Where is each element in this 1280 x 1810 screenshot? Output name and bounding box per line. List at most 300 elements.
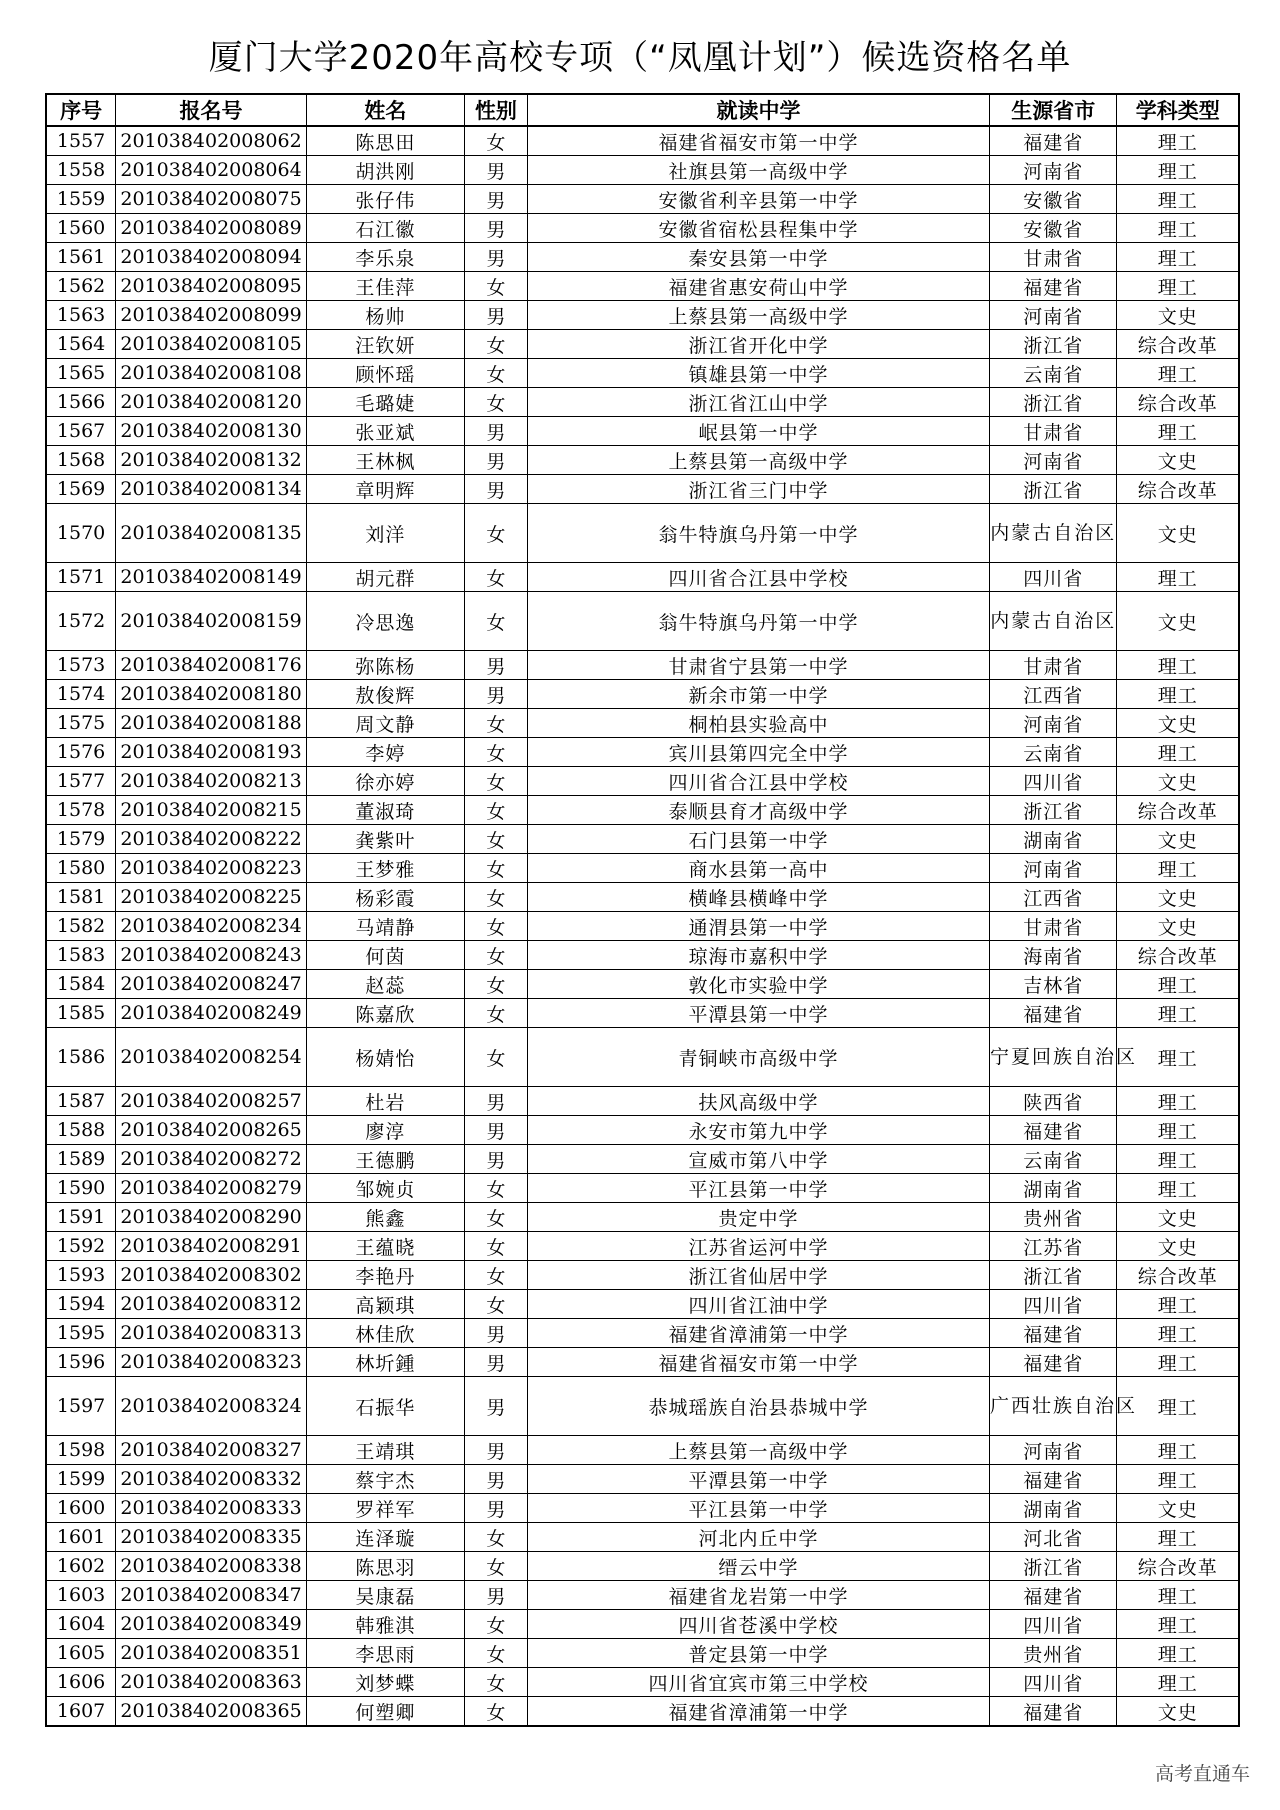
province-cell: 河南省 xyxy=(989,156,1116,185)
subject-cell: 理工 xyxy=(1117,1290,1239,1319)
seq-cell: 1570 xyxy=(46,504,116,563)
name-cell: 邹婉贞 xyxy=(306,1174,464,1203)
gender-cell: 男 xyxy=(464,1319,527,1348)
seq-cell: 1564 xyxy=(46,330,116,359)
table-row xyxy=(46,1116,1239,1145)
name-cell: 林圻鍾 xyxy=(306,1348,464,1377)
province-cell: 云南省 xyxy=(989,359,1116,388)
name-cell: 陈思羽 xyxy=(306,1552,464,1581)
reg-no-cell: 201038402008132 xyxy=(116,446,307,475)
school-cell: 商水县第一高中 xyxy=(528,854,990,883)
province-cell: 安徽省 xyxy=(989,185,1116,214)
reg-no-cell: 201038402008257 xyxy=(116,1087,307,1116)
subject-cell: 文史 xyxy=(1117,1494,1239,1523)
reg-no-cell: 201038402008134 xyxy=(116,475,307,504)
name-cell: 李乐泉 xyxy=(306,243,464,272)
name-cell: 刘梦蝶 xyxy=(306,1668,464,1697)
table-row xyxy=(46,446,1239,475)
gender-cell: 女 xyxy=(464,1639,527,1668)
subject-cell: 理工 xyxy=(1117,1145,1239,1174)
gender-cell: 女 xyxy=(464,592,527,651)
seq-cell: 1591 xyxy=(46,1203,116,1232)
reg-no-cell: 201038402008213 xyxy=(116,767,307,796)
table-row xyxy=(46,1523,1239,1552)
school-cell: 福建省惠安荷山中学 xyxy=(528,272,990,301)
school-cell: 桐柏县实验高中 xyxy=(528,709,990,738)
name-cell: 王蕴晓 xyxy=(306,1232,464,1261)
school-cell: 扶风高级中学 xyxy=(528,1087,990,1116)
gender-cell: 男 xyxy=(464,1087,527,1116)
seq-cell: 1604 xyxy=(46,1610,116,1639)
school-cell: 平潭县第一中学 xyxy=(528,1465,990,1494)
reg-no-cell: 201038402008347 xyxy=(116,1581,307,1610)
subject-cell: 理工 xyxy=(1117,126,1239,156)
school-cell: 琼海市嘉积中学 xyxy=(528,941,990,970)
name-cell: 张亚斌 xyxy=(306,417,464,446)
table-row xyxy=(46,796,1239,825)
table-row xyxy=(46,243,1239,272)
school-cell: 通渭县第一中学 xyxy=(528,912,990,941)
subject-cell: 综合改革 xyxy=(1117,388,1239,417)
gender-cell: 女 xyxy=(464,504,527,563)
name-cell: 王林枫 xyxy=(306,446,464,475)
reg-no-cell: 201038402008176 xyxy=(116,651,307,680)
school-cell: 平江县第一中学 xyxy=(528,1494,990,1523)
province-cell: 福建省 xyxy=(989,999,1116,1028)
name-cell: 李婷 xyxy=(306,738,464,767)
seq-cell: 1590 xyxy=(46,1174,116,1203)
name-cell: 何塑卿 xyxy=(306,1697,464,1727)
seq-cell: 1558 xyxy=(46,156,116,185)
reg-no-cell: 201038402008243 xyxy=(116,941,307,970)
page-title: 厦门大学2020年高校专项（“凤凰计划”）候选资格名单 xyxy=(208,38,1072,78)
school-cell: 秦安县第一中学 xyxy=(528,243,990,272)
province-cell: 浙江省 xyxy=(989,475,1116,504)
gender-cell: 男 xyxy=(464,1436,527,1465)
table-row xyxy=(46,1232,1239,1261)
reg-no-cell: 201038402008249 xyxy=(116,999,307,1028)
reg-no-cell: 201038402008095 xyxy=(116,272,307,301)
gender-cell: 男 xyxy=(464,1581,527,1610)
table-row xyxy=(46,825,1239,854)
gender-cell: 女 xyxy=(464,1028,527,1087)
school-cell: 泰顺县育才高级中学 xyxy=(528,796,990,825)
gender-cell: 男 xyxy=(464,156,527,185)
school-cell: 福建省龙岩第一中学 xyxy=(528,1581,990,1610)
province-cell: 甘肃省 xyxy=(989,243,1116,272)
subject-cell: 理工 xyxy=(1117,1087,1239,1116)
name-cell: 陈嘉欣 xyxy=(306,999,464,1028)
seq-cell: 1593 xyxy=(46,1261,116,1290)
subject-cell: 综合改革 xyxy=(1117,330,1239,359)
reg-no-cell: 201038402008094 xyxy=(116,243,307,272)
reg-no-cell: 201038402008180 xyxy=(116,680,307,709)
name-cell: 徐亦婷 xyxy=(306,767,464,796)
seq-cell: 1597 xyxy=(46,1377,116,1436)
province-cell: 湖南省 xyxy=(989,825,1116,854)
reg-no-cell: 201038402008332 xyxy=(116,1465,307,1494)
table-row xyxy=(46,475,1239,504)
name-cell: 罗祥军 xyxy=(306,1494,464,1523)
name-cell: 顾怀瑶 xyxy=(306,359,464,388)
table-row xyxy=(46,1174,1239,1203)
school-cell: 永安市第九中学 xyxy=(528,1116,990,1145)
table-row xyxy=(46,883,1239,912)
seq-cell: 1578 xyxy=(46,796,116,825)
province-cell: 河南省 xyxy=(989,1436,1116,1465)
seq-cell: 1607 xyxy=(46,1697,116,1727)
subject-cell: 理工 xyxy=(1117,1523,1239,1552)
reg-no-cell: 201038402008333 xyxy=(116,1494,307,1523)
school-cell: 浙江省开化中学 xyxy=(528,330,990,359)
name-cell: 胡元群 xyxy=(306,563,464,592)
name-cell: 杨帅 xyxy=(306,301,464,330)
reg-no-cell: 201038402008272 xyxy=(116,1145,307,1174)
seq-cell: 1561 xyxy=(46,243,116,272)
name-cell: 王佳萍 xyxy=(306,272,464,301)
subject-cell: 理工 xyxy=(1117,1377,1239,1436)
seq-cell: 1584 xyxy=(46,970,116,999)
gender-cell: 女 xyxy=(464,970,527,999)
table-row xyxy=(46,272,1239,301)
table-row xyxy=(46,1319,1239,1348)
subject-cell: 文史 xyxy=(1117,301,1239,330)
seq-cell: 1581 xyxy=(46,883,116,912)
gender-cell: 男 xyxy=(464,1494,527,1523)
gender-cell: 男 xyxy=(464,417,527,446)
province-cell: 福建省 xyxy=(989,1581,1116,1610)
subject-cell: 理工 xyxy=(1117,185,1239,214)
subject-cell: 文史 xyxy=(1117,709,1239,738)
seq-cell: 1595 xyxy=(46,1319,116,1348)
school-cell: 翁牛特旗乌丹第一中学 xyxy=(528,504,990,563)
school-cell: 宣威市第八中学 xyxy=(528,1145,990,1174)
subject-cell: 理工 xyxy=(1117,999,1239,1028)
reg-no-cell: 201038402008291 xyxy=(116,1232,307,1261)
table-row xyxy=(46,1203,1239,1232)
seq-cell: 1567 xyxy=(46,417,116,446)
gender-cell: 男 xyxy=(464,1348,527,1377)
name-cell: 熊鑫 xyxy=(306,1203,464,1232)
reg-no-cell: 201038402008324 xyxy=(116,1377,307,1436)
subject-cell: 理工 xyxy=(1117,1639,1239,1668)
table-row xyxy=(46,563,1239,592)
table-row xyxy=(46,504,1239,563)
table-row xyxy=(46,1465,1239,1494)
subject-cell: 理工 xyxy=(1117,680,1239,709)
seq-cell: 1562 xyxy=(46,272,116,301)
name-cell: 石江徽 xyxy=(306,214,464,243)
subject-cell: 理工 xyxy=(1117,1581,1239,1610)
province-cell: 福建省 xyxy=(989,126,1116,156)
seq-cell: 1557 xyxy=(46,126,116,156)
table-row xyxy=(46,1290,1239,1319)
seq-cell: 1572 xyxy=(46,592,116,651)
seq-cell: 1576 xyxy=(46,738,116,767)
table-row xyxy=(46,214,1239,243)
gender-cell: 男 xyxy=(464,475,527,504)
gender-cell: 女 xyxy=(464,388,527,417)
table-row xyxy=(46,1436,1239,1465)
reg-no-cell: 201038402008290 xyxy=(116,1203,307,1232)
name-cell: 弥陈杨 xyxy=(306,651,464,680)
province-cell: 河南省 xyxy=(989,854,1116,883)
subject-cell: 理工 xyxy=(1117,1465,1239,1494)
gender-cell: 女 xyxy=(464,1668,527,1697)
subject-cell: 理工 xyxy=(1117,1028,1239,1087)
gender-cell: 男 xyxy=(464,185,527,214)
gender-cell: 女 xyxy=(464,1232,527,1261)
reg-no-cell: 201038402008222 xyxy=(116,825,307,854)
province-cell: 云南省 xyxy=(989,738,1116,767)
reg-no-cell: 201038402008335 xyxy=(116,1523,307,1552)
seq-cell: 1599 xyxy=(46,1465,116,1494)
reg-no-cell: 201038402008193 xyxy=(116,738,307,767)
province-cell: 福建省 xyxy=(989,1348,1116,1377)
province-cell: 安徽省 xyxy=(989,214,1116,243)
seq-cell: 1602 xyxy=(46,1552,116,1581)
gender-cell: 男 xyxy=(464,301,527,330)
gender-cell: 女 xyxy=(464,330,527,359)
gender-cell: 女 xyxy=(464,767,527,796)
subject-cell: 文史 xyxy=(1117,1232,1239,1261)
subject-cell: 文史 xyxy=(1117,767,1239,796)
province-cell: 河南省 xyxy=(989,301,1116,330)
province-cell: 江苏省 xyxy=(989,1232,1116,1261)
seq-cell: 1589 xyxy=(46,1145,116,1174)
subject-cell: 文史 xyxy=(1117,912,1239,941)
province-cell: 浙江省 xyxy=(989,796,1116,825)
province-cell: 广西壮族自治区 xyxy=(989,1377,1116,1436)
table-row xyxy=(46,1377,1239,1436)
seq-cell: 1568 xyxy=(46,446,116,475)
subject-cell: 理工 xyxy=(1117,214,1239,243)
school-cell: 河北内丘中学 xyxy=(528,1523,990,1552)
reg-no-cell: 201038402008365 xyxy=(116,1697,307,1727)
gender-cell: 男 xyxy=(464,243,527,272)
province-cell: 福建省 xyxy=(989,1465,1116,1494)
school-cell: 平江县第一中学 xyxy=(528,1174,990,1203)
subject-cell: 文史 xyxy=(1117,1203,1239,1232)
school-cell: 宾川县第四完全中学 xyxy=(528,738,990,767)
school-cell: 四川省合江县中学校 xyxy=(528,767,990,796)
gender-cell: 女 xyxy=(464,912,527,941)
gender-cell: 女 xyxy=(464,709,527,738)
name-cell: 赵蕊 xyxy=(306,970,464,999)
gender-cell: 女 xyxy=(464,796,527,825)
seq-cell: 1606 xyxy=(46,1668,116,1697)
reg-no-cell: 201038402008323 xyxy=(116,1348,307,1377)
school-cell: 恭城瑶族自治县恭城中学 xyxy=(528,1377,990,1436)
name-cell: 章明辉 xyxy=(306,475,464,504)
province-cell: 浙江省 xyxy=(989,330,1116,359)
name-cell: 杨婧怡 xyxy=(306,1028,464,1087)
province-cell: 江西省 xyxy=(989,883,1116,912)
gender-cell: 女 xyxy=(464,825,527,854)
seq-cell: 1579 xyxy=(46,825,116,854)
seq-cell: 1559 xyxy=(46,185,116,214)
subject-cell: 文史 xyxy=(1117,592,1239,651)
table-row xyxy=(46,156,1239,185)
school-cell: 贵定中学 xyxy=(528,1203,990,1232)
table-row xyxy=(46,680,1239,709)
reg-no-cell: 201038402008338 xyxy=(116,1552,307,1581)
reg-no-cell: 201038402008363 xyxy=(116,1668,307,1697)
province-cell: 江西省 xyxy=(989,680,1116,709)
school-cell: 社旗县第一高级中学 xyxy=(528,156,990,185)
subject-cell: 理工 xyxy=(1117,272,1239,301)
subject-cell: 理工 xyxy=(1117,1610,1239,1639)
table-row xyxy=(46,738,1239,767)
gender-cell: 女 xyxy=(464,1552,527,1581)
school-cell: 四川省江油中学 xyxy=(528,1290,990,1319)
name-cell: 李思雨 xyxy=(306,1639,464,1668)
school-cell: 平潭县第一中学 xyxy=(528,999,990,1028)
name-cell: 石振华 xyxy=(306,1377,464,1436)
name-cell: 马靖静 xyxy=(306,912,464,941)
seq-cell: 1563 xyxy=(46,301,116,330)
reg-no-cell: 201038402008062 xyxy=(116,126,307,156)
reg-no-cell: 201038402008149 xyxy=(116,563,307,592)
subject-cell: 理工 xyxy=(1117,651,1239,680)
reg-no-cell: 201038402008313 xyxy=(116,1319,307,1348)
header-name: 姓名 xyxy=(306,94,464,126)
gender-cell: 男 xyxy=(464,1377,527,1436)
school-cell: 安徽省利辛县第一中学 xyxy=(528,185,990,214)
subject-cell: 理工 xyxy=(1117,1436,1239,1465)
province-cell: 湖南省 xyxy=(989,1494,1116,1523)
name-cell: 刘洋 xyxy=(306,504,464,563)
subject-cell: 理工 xyxy=(1117,1174,1239,1203)
subject-cell: 理工 xyxy=(1117,738,1239,767)
subject-cell: 文史 xyxy=(1117,446,1239,475)
table-row xyxy=(46,1639,1239,1668)
subject-cell: 综合改革 xyxy=(1117,1261,1239,1290)
gender-cell: 女 xyxy=(464,854,527,883)
seq-cell: 1582 xyxy=(46,912,116,941)
province-cell: 四川省 xyxy=(989,1668,1116,1697)
name-cell: 高颖琪 xyxy=(306,1290,464,1319)
province-cell: 浙江省 xyxy=(989,1552,1116,1581)
seq-cell: 1600 xyxy=(46,1494,116,1523)
seq-cell: 1587 xyxy=(46,1087,116,1116)
province-cell: 福建省 xyxy=(989,1697,1116,1727)
province-cell: 四川省 xyxy=(989,563,1116,592)
province-cell: 贵州省 xyxy=(989,1639,1116,1668)
table-row xyxy=(46,126,1239,156)
province-cell: 湖南省 xyxy=(989,1174,1116,1203)
school-cell: 四川省苍溪中学校 xyxy=(528,1610,990,1639)
table-row xyxy=(46,1610,1239,1639)
reg-no-cell: 201038402008099 xyxy=(116,301,307,330)
name-cell: 冷思逸 xyxy=(306,592,464,651)
table-row xyxy=(46,999,1239,1028)
subject-cell: 综合改革 xyxy=(1117,475,1239,504)
table-row xyxy=(46,1697,1239,1727)
school-cell: 福建省福安市第一中学 xyxy=(528,126,990,156)
subject-cell: 文史 xyxy=(1117,504,1239,563)
table-row xyxy=(46,359,1239,388)
province-cell: 贵州省 xyxy=(989,1203,1116,1232)
seq-cell: 1594 xyxy=(46,1290,116,1319)
province-cell: 河北省 xyxy=(989,1523,1116,1552)
name-cell: 杜岩 xyxy=(306,1087,464,1116)
subject-cell: 理工 xyxy=(1117,854,1239,883)
school-cell: 安徽省宿松县程集中学 xyxy=(528,214,990,243)
header-subject: 学科类型 xyxy=(1117,94,1239,126)
province-cell: 浙江省 xyxy=(989,1261,1116,1290)
school-cell: 浙江省江山中学 xyxy=(528,388,990,417)
reg-no-cell: 201038402008159 xyxy=(116,592,307,651)
school-cell: 江苏省运河中学 xyxy=(528,1232,990,1261)
reg-no-cell: 201038402008327 xyxy=(116,1436,307,1465)
name-cell: 何茵 xyxy=(306,941,464,970)
gender-cell: 男 xyxy=(464,1116,527,1145)
name-cell: 廖淳 xyxy=(306,1116,464,1145)
reg-no-cell: 201038402008247 xyxy=(116,970,307,999)
name-cell: 王梦雅 xyxy=(306,854,464,883)
school-cell: 上蔡县第一高级中学 xyxy=(528,446,990,475)
name-cell: 王德鹏 xyxy=(306,1145,464,1174)
province-cell: 四川省 xyxy=(989,1610,1116,1639)
school-cell: 敦化市实验中学 xyxy=(528,970,990,999)
gender-cell: 女 xyxy=(464,1523,527,1552)
seq-cell: 1596 xyxy=(46,1348,116,1377)
gender-cell: 女 xyxy=(464,1174,527,1203)
subject-cell: 理工 xyxy=(1117,417,1239,446)
name-cell: 汪钦妍 xyxy=(306,330,464,359)
name-cell: 董淑琦 xyxy=(306,796,464,825)
reg-no-cell: 201038402008075 xyxy=(116,185,307,214)
seq-cell: 1580 xyxy=(46,854,116,883)
gender-cell: 女 xyxy=(464,359,527,388)
seq-cell: 1583 xyxy=(46,941,116,970)
school-cell: 翁牛特旗乌丹第一中学 xyxy=(528,592,990,651)
gender-cell: 女 xyxy=(464,1261,527,1290)
province-cell: 吉林省 xyxy=(989,970,1116,999)
name-cell: 韩雅淇 xyxy=(306,1610,464,1639)
name-cell: 胡洪刚 xyxy=(306,156,464,185)
subject-cell: 文史 xyxy=(1117,1697,1239,1727)
table-row xyxy=(46,1087,1239,1116)
school-cell: 浙江省仙居中学 xyxy=(528,1261,990,1290)
reg-no-cell: 201038402008188 xyxy=(116,709,307,738)
table-row xyxy=(46,709,1239,738)
subject-cell: 文史 xyxy=(1117,825,1239,854)
subject-cell: 理工 xyxy=(1117,243,1239,272)
province-cell: 内蒙古自治区 xyxy=(989,592,1116,651)
subject-cell: 综合改革 xyxy=(1117,941,1239,970)
seq-cell: 1566 xyxy=(46,388,116,417)
province-cell: 甘肃省 xyxy=(989,651,1116,680)
subject-cell: 理工 xyxy=(1117,563,1239,592)
province-cell: 四川省 xyxy=(989,767,1116,796)
reg-no-cell: 201038402008234 xyxy=(116,912,307,941)
name-cell: 杨彩霞 xyxy=(306,883,464,912)
table-row xyxy=(46,912,1239,941)
school-cell: 四川省合江县中学校 xyxy=(528,563,990,592)
seq-cell: 1560 xyxy=(46,214,116,243)
reg-no-cell: 201038402008279 xyxy=(116,1174,307,1203)
table-row xyxy=(46,592,1239,651)
name-cell: 张仔伟 xyxy=(306,185,464,214)
gender-cell: 男 xyxy=(464,1465,527,1494)
gender-cell: 女 xyxy=(464,1203,527,1232)
province-cell: 甘肃省 xyxy=(989,912,1116,941)
province-cell: 四川省 xyxy=(989,1290,1116,1319)
province-cell: 甘肃省 xyxy=(989,417,1116,446)
school-cell: 四川省宜宾市第三中学校 xyxy=(528,1668,990,1697)
